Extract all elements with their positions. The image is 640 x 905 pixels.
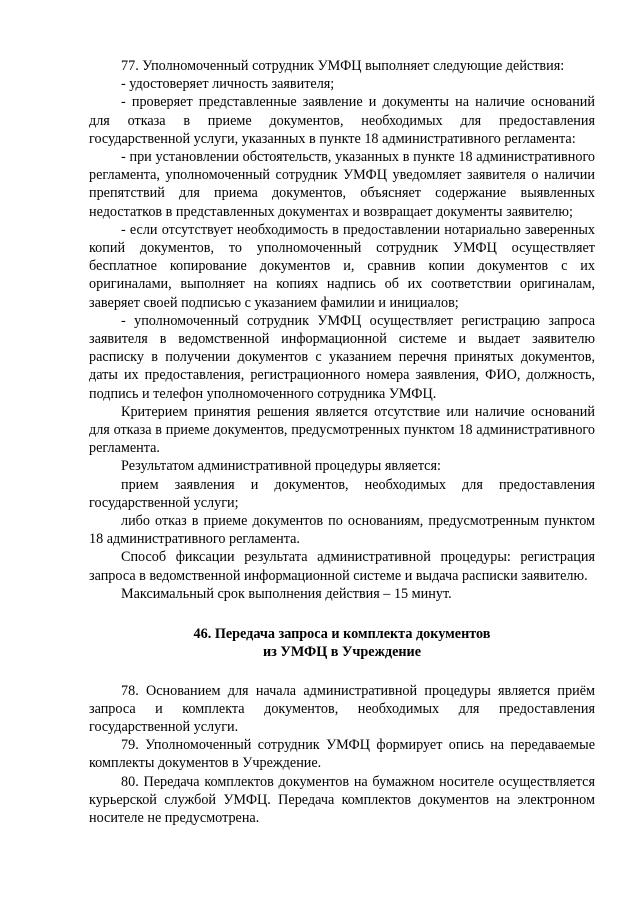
- section-heading-line-2: из УМФЦ в Учреждение: [262, 644, 422, 661]
- paragraph-criterion: Критерием принятия решения является отсутствие или наличие оснований для отказа в приеме документов, предусмотренных пунктом 18 административного регламента.: [89, 403, 595, 457]
- paragraph-result-refuse: либо отказ в приеме документов по основаниям, предусмотренным пунктом 18 административного регламента.: [89, 513, 595, 548]
- list-item-check-documents: - проверяет представленные заявление и документы на наличие оснований для отказа в приеме документов, необходимых для предоставления государственной услуги, указанных в пункте 18 административного регламента:: [89, 94, 595, 147]
- list-item-verify-identity: - удостоверяет личность заявителя;: [121, 76, 335, 93]
- paragraph-78: 78. Основанием для начала административной процедуры является приём запроса и комплекта документов, необходимых для предоставления государственной услуги.: [89, 682, 595, 735]
- paragraph-80: 80. Передача комплектов документов на бумажном носителе осуществляется курьерской службой УМФЦ. Передача комплектов документов на электронном носителе не предусмотрена.: [89, 773, 595, 826]
- section-heading-line-1: 46. Передача запроса и комплекта документов: [193, 626, 491, 643]
- paragraph-fixation-method: Способ фиксации результата административной процедуры: регистрация запроса в ведомственной информационной системе и выдача расписки заявителю.: [89, 549, 595, 584]
- document-body: [89, 57, 595, 827]
- paragraph-79: 79. Уполномоченный сотрудник УМФЦ формирует опись на передаваемые комплекты документов в Учреждение.: [89, 737, 595, 772]
- paragraph-result-intro: Результатом административной процедуры является:: [121, 458, 441, 475]
- paragraph-result-accept: прием заявления и документов, необходимых для предоставления государственной услуги;: [89, 476, 595, 511]
- list-item-copy-documents: - если отсутствует необходимость в предоставлении нотариально заверенных копий документов, то уполномоченный сотрудник УМФЦ осуществляет бесплатное копирование документов и, сравнив копии документов с их оригиналами, выполняет на копиях надпись об их соответствии оригиналам, заверяет своей подписью с указанием фамилии и инициалов;: [89, 221, 595, 311]
- list-item-notify-obstacles: - при установлении обстоятельств, указанных в пункте 18 административного регламента, уполномоченный сотрудник УМФЦ уведомляет заявителя о наличии препятствий для приема документов, объясняет содержание выявленных недостатков в представленных документах и возвращает документы заявителю;: [89, 149, 595, 220]
- section-heading: [89, 625, 595, 661]
- list-item-register-request: - уполномоченный сотрудник УМФЦ осуществляет регистрацию запроса заявителя в ведомственной информационной системе и выдает заявителю расписку в получении документов с указанием перечня принятых документов, даты их предоставления, регистрационного номера заявления, ФИО, должность, подпись и телефон уполномоченного сотрудника УМФЦ.: [89, 312, 595, 402]
- paragraph-77: 77. Уполномоченный сотрудник УМФЦ выполняет следующие действия:: [121, 58, 565, 74]
- paragraph-max-time: Максимальный срок выполнения действия – 15 минут.: [121, 585, 452, 602]
